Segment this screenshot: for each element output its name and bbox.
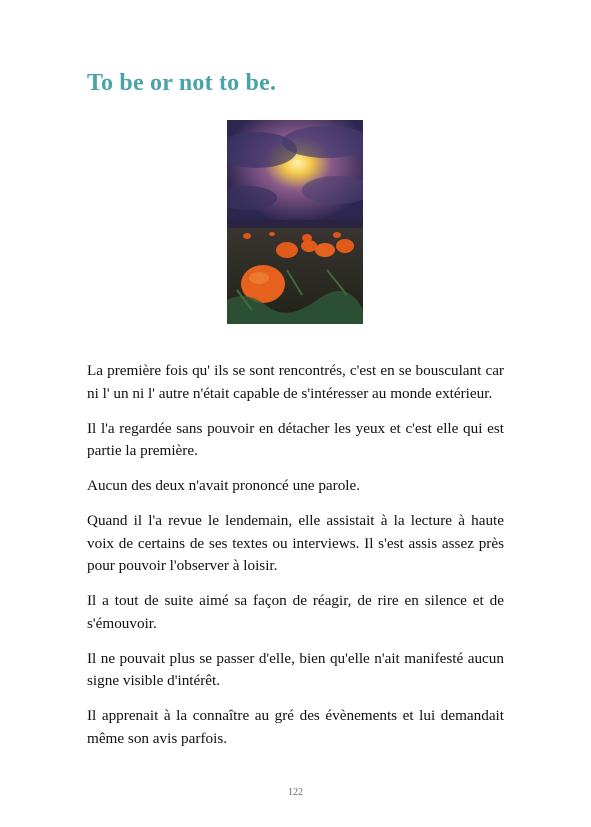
pumpkin-field-sunset-photo-icon bbox=[227, 120, 363, 324]
page-title: To be or not to be. bbox=[87, 70, 277, 96]
body-text bbox=[87, 360, 504, 763]
paragraph: La première fois qu' ils se sont rencontrés, c'est en se bousculant car ni l' un ni l' autre n'était capable de s'intéresser au monde extérieur. bbox=[87, 362, 504, 402]
paragraph: Il ne pouvait plus se passer d'elle, bien qu'elle n'ait manifesté aucun signe visible d'intérêt. bbox=[87, 649, 504, 689]
page-number: 122 bbox=[288, 787, 303, 798]
paragraph: Il l'a regardée sans pouvoir en détacher les yeux et c'est elle qui est partie la première. bbox=[87, 419, 504, 459]
pumpkin-field-photo bbox=[227, 120, 363, 324]
paragraph: Il apprenait à la connaître au gré des évènements et lui demandait même son avis parfois. bbox=[87, 707, 504, 747]
paragraph: Aucun des deux n'avait prononcé une parole. bbox=[87, 477, 361, 494]
paragraph: Quand il l'a revue le lendemain, elle assistait à la lecture à haute voix de certains de ses textes ou interviews. Il s'est assis assez près pour pouvoir l'observer à loisir. bbox=[87, 512, 504, 574]
paragraph: Il a tout de suite aimé sa façon de réagir, de rire en silence et de s'émouvoir. bbox=[87, 592, 504, 632]
